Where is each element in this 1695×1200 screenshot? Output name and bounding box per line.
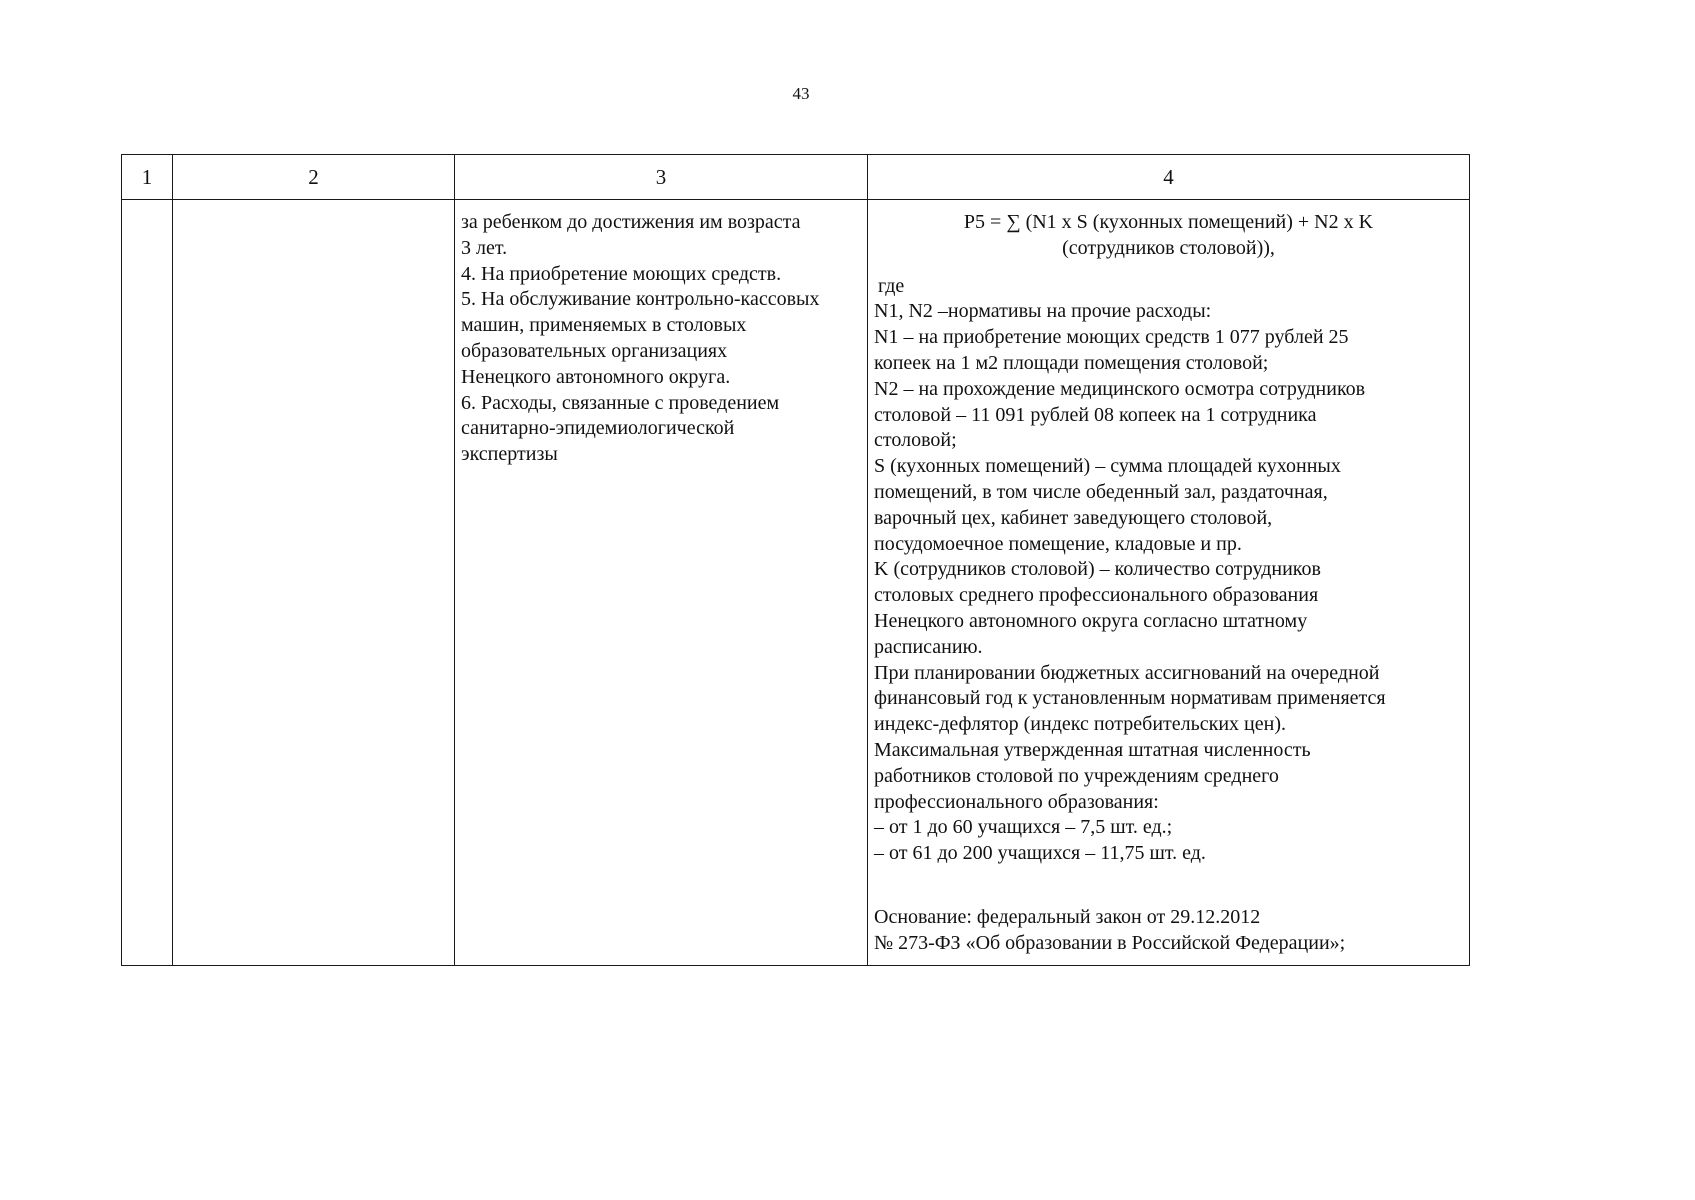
formula-line: P5 = ∑ (N1 x S (кухонных помещений) + N2 x K [963,211,1374,233]
cell-col4 [868,200,1470,966]
formula-line: (сотрудников столовой)), [1062,236,1275,259]
text-line: за ребенком до достижения им возраста [461,211,801,233]
text-line: столовой – 11 091 рублей 08 копеек на 1 сотрудника [874,403,1317,426]
text-line: индекс-дефлятор (индекс потребительских цен). [874,713,1286,736]
cell-col2 [173,200,455,966]
text-line: N1, N2 –нормативы на прочие расходы: [874,300,1212,323]
basis-line: Основание: федеральный закон от 29.12.2012 [874,905,1261,928]
where-label: где [878,274,905,297]
text-line: N2 – на прохождение медицинского осмотра сотрудников [874,377,1366,400]
text-line: финансовый год к установленным нормативам применяется [874,687,1386,710]
page-number: 43 [792,84,810,103]
cell-col3 [455,200,868,966]
text-line: санитарно-эпидемиологической [461,417,735,440]
text-line: копеек на 1 м2 площади помещения столовой; [874,351,1269,374]
basis-line: № 273-ФЗ «Об образовании в Российской Федерации»; [874,931,1346,954]
cell-col1 [122,200,173,966]
text-line: столовой; [874,429,957,452]
table-header-row [122,155,1470,200]
column-header-1: 1 [122,155,173,200]
requirements-table [121,154,1470,966]
text-line: профессионального образования: [874,790,1159,813]
text-line: образовательных организациях [461,339,728,362]
text-line: 6. Расходы, связанные с проведением [461,391,780,414]
formula [874,210,1463,262]
text-line: варочный цех, кабинет заведующего столовой, [874,506,1273,529]
text-line: При планировании бюджетных ассигнований на очередной [874,661,1380,684]
calculation-method [868,200,1469,957]
text-line: S (кухонных помещений) – сумма площадей кухонных [874,455,1341,478]
spacer [874,867,1463,905]
text-line: посудомоечное помещение, кладовые и пр. [874,532,1242,555]
text-line: помещений, в том числе обеденный зал, раздаточная, [874,480,1328,503]
text-line: машин, применяемых в столовых [461,314,747,337]
column-header-2: 2 [173,155,455,200]
column-header-3: 3 [455,155,868,200]
text-line: Максимальная утвержденная штатная численность [874,738,1311,761]
text-line: Ненецкого автономного округа согласно штатному [874,609,1308,632]
text-line: Ненецкого автономного округа. [461,365,731,388]
column-header-4: 4 [868,155,1470,200]
text-line: 4. На приобретение моющих средств. [461,262,782,285]
text-line: – от 61 до 200 учащихся – 11,75 шт. ед. [874,842,1206,865]
text-line: столовых среднего профессионального образования [874,584,1319,607]
text-line: расписанию. [874,635,983,658]
text-line: K (сотрудников столовой) – количество сотрудников [874,558,1321,581]
text-line: – от 1 до 60 учащихся – 7,5 шт. ед.; [874,816,1173,839]
text-line: 3 лет. [461,236,508,259]
text-line: 5. На обслуживание контрольно-кассовых [461,288,820,311]
text-line: экспертизы [461,443,558,466]
text-line: работников столовой по учреждениям среднего [874,764,1279,787]
expense-description [455,200,867,468]
text-line: N1 – на приобретение моющих средств 1 077 рублей 25 [874,326,1349,349]
table-row [122,200,1470,966]
